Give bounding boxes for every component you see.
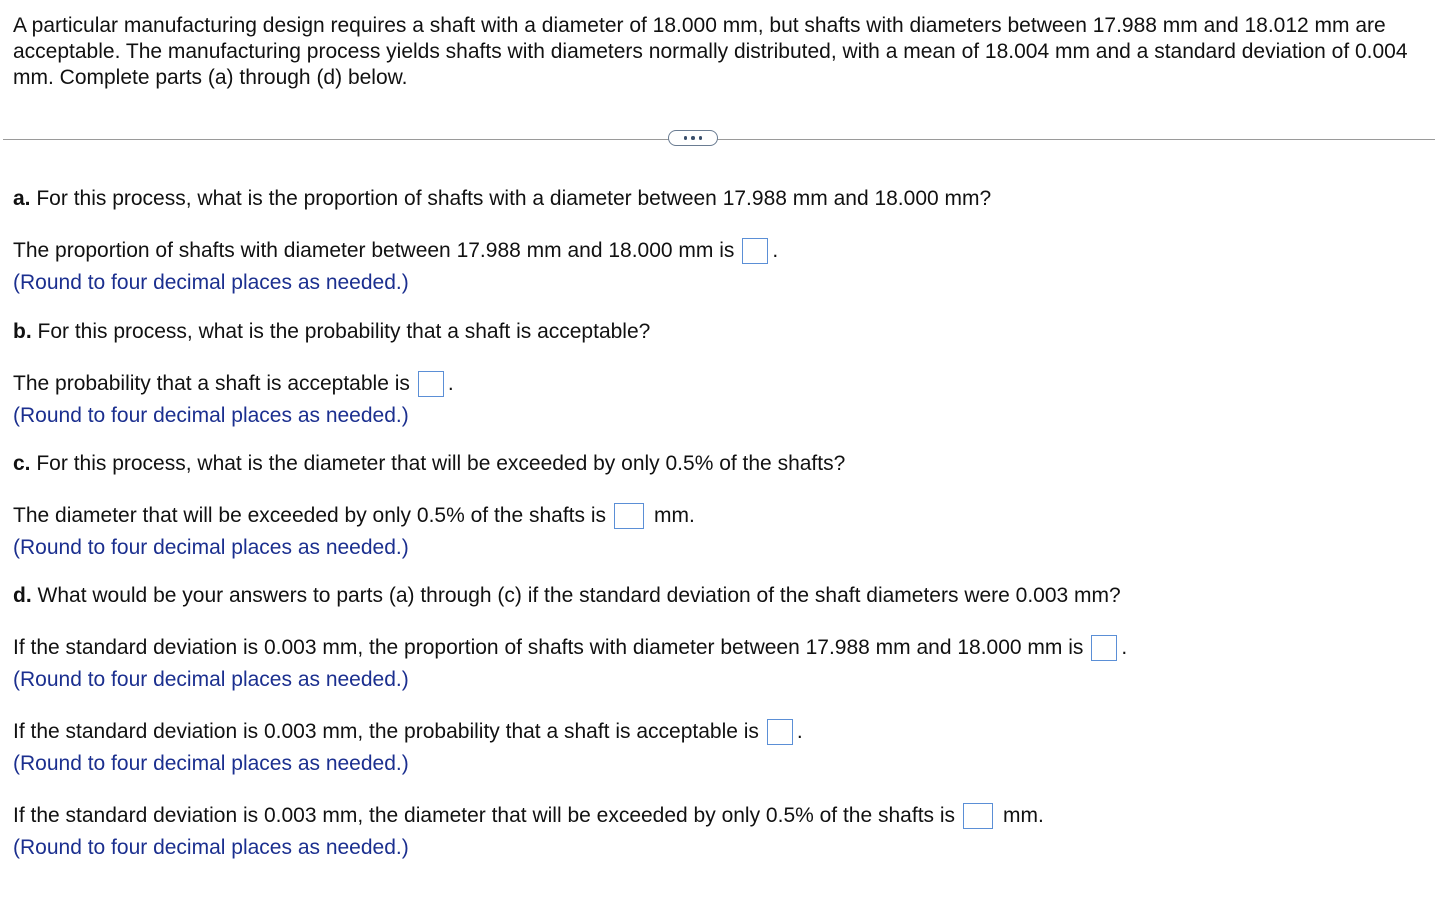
part-a-period: . bbox=[772, 239, 779, 262]
part-c-answer-text: The diameter that will be exceeded by only 0.5% of the shafts is bbox=[13, 504, 606, 527]
part-a-question-text: For this process, what is the proportion of shafts with a diameter between 17.988 mm and 18.000 mm? bbox=[36, 187, 992, 210]
part-a-hint: (Round to four decimal places as needed.) bbox=[13, 271, 409, 294]
part-c-question-text: For this process, what is the diameter that will be exceeded by only 0.5% of the shafts? bbox=[36, 452, 846, 475]
part-b-hint: (Round to four decimal places as needed.) bbox=[13, 404, 409, 427]
part-d-question bbox=[13, 582, 1121, 610]
part-d-sub1-row bbox=[13, 634, 1127, 662]
part-b-answer-text: The probability that a shaft is acceptable is bbox=[13, 372, 410, 395]
part-b-question bbox=[13, 318, 650, 346]
part-d-sub2-text: If the standard deviation is 0.003 mm, the probability that a shaft is acceptable is bbox=[13, 720, 759, 743]
part-d-sub2-period: . bbox=[796, 720, 803, 743]
part-c-unit: mm. bbox=[654, 504, 695, 527]
part-d-sub3-hint: (Round to four decimal places as needed.) bbox=[13, 836, 409, 859]
part-d-sub1-hint: (Round to four decimal places as needed.) bbox=[13, 668, 409, 691]
part-b-answer-input[interactable] bbox=[418, 371, 444, 397]
part-a-answer-input[interactable] bbox=[742, 238, 768, 264]
part-c-answer-input[interactable] bbox=[614, 503, 644, 529]
ellipsis-icon bbox=[684, 136, 688, 140]
section-divider bbox=[3, 139, 1435, 140]
part-b-label: b. bbox=[13, 320, 32, 343]
part-d-sub1-input[interactable] bbox=[1091, 635, 1117, 661]
part-d-sub3-unit: mm. bbox=[1003, 804, 1044, 827]
part-a-label: a. bbox=[13, 187, 31, 210]
part-a-question bbox=[13, 185, 991, 213]
problem-statement: A particular manufacturing design requires a shaft with a diameter of 18.000 mm, but shafts with diameters between 17.988 mm and 18.012 mm are acceptable. The manufacturing process yields shafts with diameters normally distributed, with a mean of 18.004 mm and a standard deviation of 0.004 mm. Complete parts (a) through (d) below. bbox=[13, 14, 1408, 89]
part-d-sub3-row bbox=[13, 802, 1044, 830]
part-b-answer-row bbox=[13, 370, 454, 398]
part-b-question-text: For this process, what is the probability that a shaft is acceptable? bbox=[37, 320, 651, 343]
part-c-label: c. bbox=[13, 452, 31, 475]
part-d-sub3-input[interactable] bbox=[963, 803, 993, 829]
part-d-sub3-text: If the standard deviation is 0.003 mm, the diameter that will be exceeded by only 0.5% of the shafts is bbox=[13, 804, 956, 827]
show-more-button[interactable] bbox=[668, 130, 718, 146]
part-d-sub2-row bbox=[13, 718, 803, 746]
part-a-answer-row bbox=[13, 237, 778, 265]
part-b-period: . bbox=[447, 372, 454, 395]
part-c-answer-row bbox=[13, 502, 695, 530]
part-d-sub2-input[interactable] bbox=[767, 719, 793, 745]
part-d-question-text: What would be your answers to parts (a) through (c) if the standard deviation of the shaft diameters were 0.003 mm? bbox=[37, 584, 1121, 607]
part-d-sub1-text: If the standard deviation is 0.003 mm, the proportion of shafts with diameter between 17.988 mm and 18.000 mm is bbox=[13, 636, 1084, 659]
part-d-sub1-period: . bbox=[1121, 636, 1128, 659]
part-c-hint: (Round to four decimal places as needed.) bbox=[13, 536, 409, 559]
part-d-sub2-hint: (Round to four decimal places as needed.) bbox=[13, 752, 409, 775]
part-a-answer-text: The proportion of shafts with diameter between 17.988 mm and 18.000 mm is bbox=[13, 239, 735, 262]
part-d-label: d. bbox=[13, 584, 32, 607]
part-c-question bbox=[13, 450, 845, 478]
